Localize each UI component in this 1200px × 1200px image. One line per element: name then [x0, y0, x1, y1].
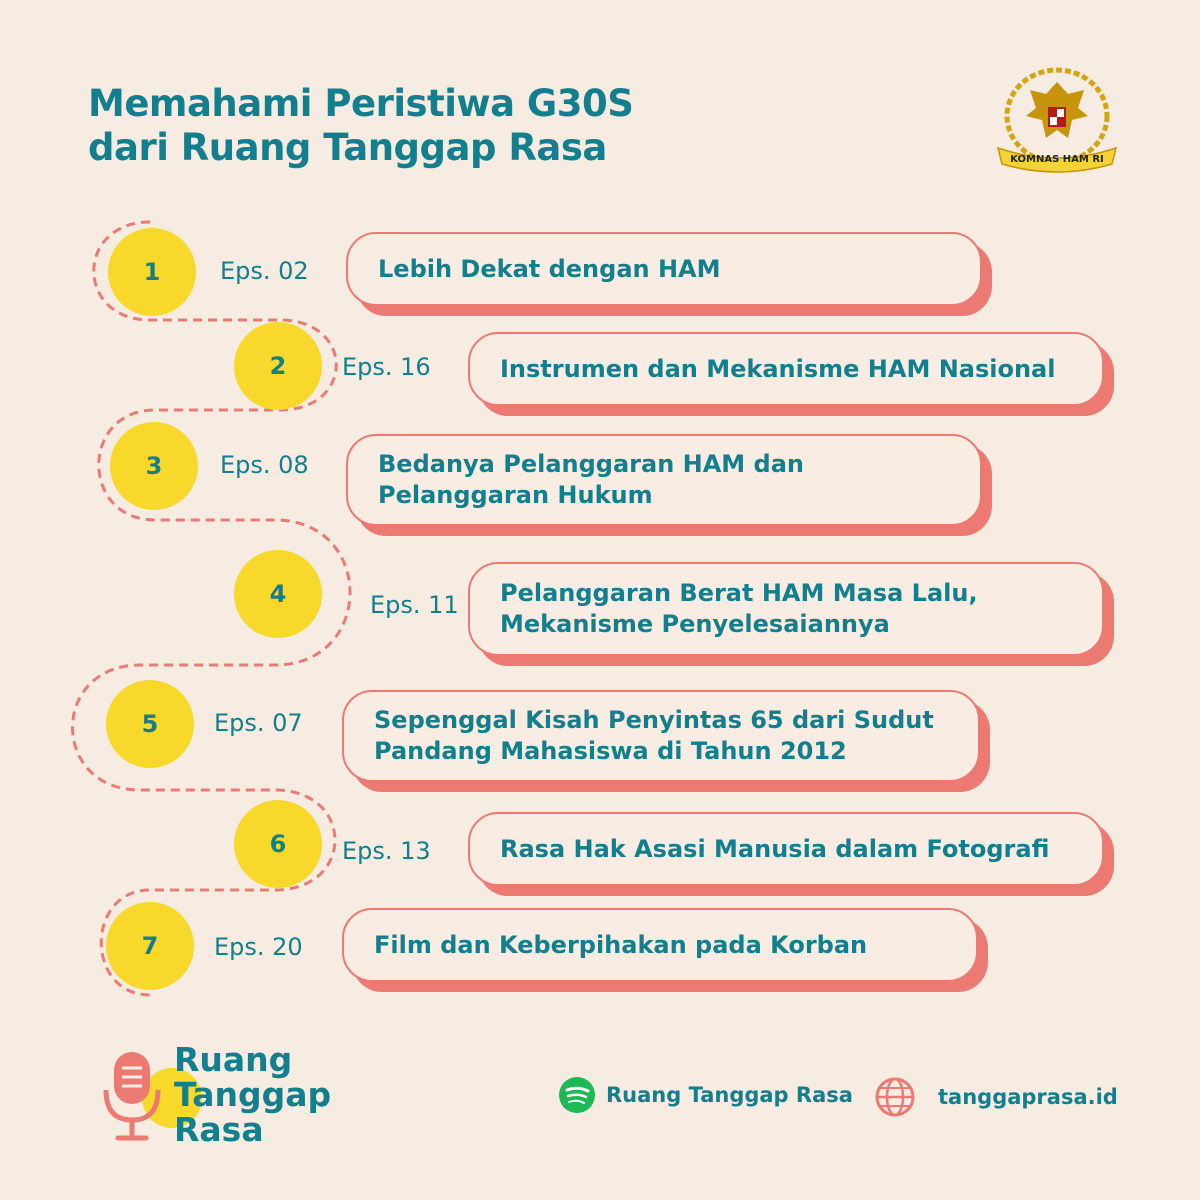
episode-2-title: Instrumen dan Mekanisme HAM Nasional: [500, 354, 1056, 383]
episode-1-card[interactable]: [346, 232, 982, 306]
episode-1-eps: Eps. 02: [220, 257, 309, 285]
spotify-icon: [558, 1076, 596, 1114]
episode-3-number: 3: [110, 422, 198, 510]
title-line-2: dari Ruang Tanggap Rasa: [88, 126, 607, 169]
episode-2-eps: Eps. 16: [342, 353, 431, 381]
episode-5-eps: Eps. 07: [214, 709, 303, 737]
episode-3-card[interactable]: [346, 434, 982, 526]
episode-2-card[interactable]: [468, 332, 1104, 406]
episode-7-card[interactable]: [342, 908, 978, 982]
brand-line-3: Rasa: [174, 1110, 264, 1149]
episode-7-eps: Eps. 20: [214, 933, 303, 961]
episode-4-card[interactable]: [468, 562, 1104, 656]
brand-line-2: Tanggap: [174, 1075, 332, 1114]
episode-3-eps: Eps. 08: [220, 451, 309, 479]
episode-6-title: Rasa Hak Asasi Manusia dalam Fotografi: [500, 834, 1050, 863]
episode-5-card[interactable]: [342, 690, 980, 782]
episode-2-number: 2: [234, 322, 322, 410]
episode-5-number: 5: [106, 680, 194, 768]
episode-7-title: Film dan Keberpihakan pada Korban: [374, 930, 868, 959]
brand-name: [174, 1042, 331, 1147]
episode-6-card[interactable]: [468, 812, 1104, 886]
episode-4-number: 4: [234, 550, 322, 638]
episode-4-eps: Eps. 11: [370, 591, 459, 619]
episode-3-title: Bedanya Pelanggaran HAM dan Pelanggaran Hukum: [378, 450, 804, 509]
episode-5-title: Sepenggal Kisah Penyintas 65 dari Sudut Pandang Mahasiswa di Tahun 2012: [374, 706, 934, 765]
episode-4-title: Pelanggaran Berat HAM Masa Lalu, Mekanisme Penyelesaiannya: [500, 579, 978, 638]
globe-icon: [874, 1076, 916, 1118]
episode-1-number: 1: [108, 228, 196, 316]
website-link[interactable]: [874, 1076, 1118, 1118]
spotify-link[interactable]: [558, 1076, 853, 1114]
spotify-label: Ruang Tanggap Rasa: [606, 1083, 853, 1107]
title-line-1: Memahami Peristiwa G30S: [88, 82, 634, 125]
brand-line-1: Ruang: [174, 1040, 293, 1079]
episode-6-eps: Eps. 13: [342, 837, 431, 865]
episode-7-number: 7: [106, 902, 194, 990]
website-label: tanggaprasa.id: [938, 1085, 1118, 1109]
emblem-text: KOMNAS HAM RI: [1010, 154, 1104, 165]
episode-1-title: Lebih Dekat dengan HAM: [378, 254, 721, 283]
episode-6-number: 6: [234, 800, 322, 888]
